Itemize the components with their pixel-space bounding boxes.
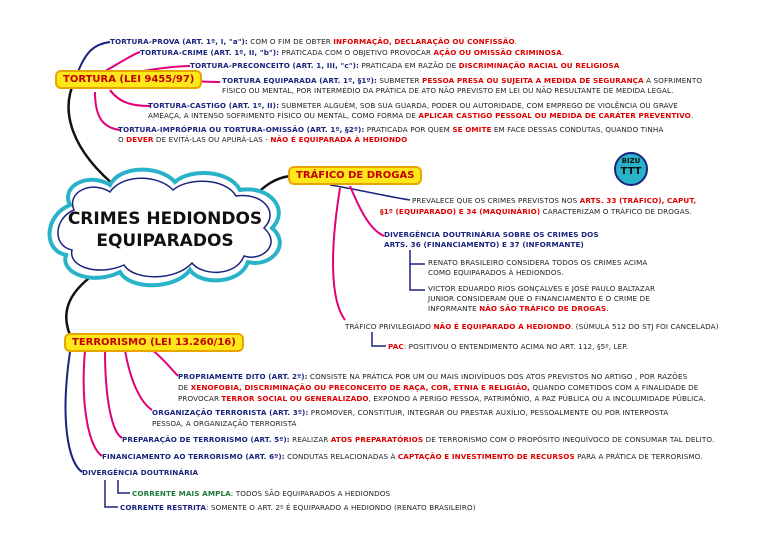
center-title-line1: CRIMES HEDIONDOS (67, 209, 263, 229)
terrorismo-tag: TERRORISMO (LEI 13.260/16) (64, 333, 244, 352)
trafico-victor-line1: VICTOR EDUARDO RIOS GONÇALVES E JOSÉ PAULO BALTAZAR (428, 284, 656, 293)
terrorismo-dito-line2 (178, 383, 698, 393)
terrorismo-dito3c: , EXPONDO A PERIGO PESSOA, PATRIMÔNIO, A PAZ PÚBLICA OU A INCOLUMIDADE PÚBLICA. (368, 394, 706, 403)
tortura-castigo-line2 (148, 111, 693, 121)
trafico-priv-a: TRÁFICO PRIVILEGIADO (345, 322, 434, 331)
tortura-impropria-line2b: DE EVITÁ-LAS OU APURÁ-LAS - (153, 135, 271, 144)
tortura-crime (140, 48, 564, 58)
terrorismo-dito-line3 (178, 394, 706, 404)
tortura-impropria-hl3: NÃO É EQUIPARADA À HEDIONDO (270, 135, 408, 144)
terrorismo-ampla-b: : TODOS SÃO EQUIPARADOS A HEDIONDOS (230, 489, 391, 498)
terrorismo-dito-head: PROPRIAMENTE DITO (ART. 2º): (178, 372, 308, 381)
tortura-preconceito-head: TORTURA-PRECONCEITO (ART. 1, III, "c"): (190, 61, 359, 70)
terrorismo-restrita-b: : SOMENTE O ART. 2º É EQUIPARADO A HEDIONDO (RENATO BRASILEIRO) (206, 503, 476, 512)
trafico-pac (388, 342, 628, 352)
trafico-victor3b: NÃO SÃO TRÁFICO DE DROGAS (479, 304, 607, 313)
terrorismo-dito3b: TERROR SOCIAL OU GENERALIZADO (221, 394, 369, 403)
bizu-bottom: TTT (620, 166, 642, 177)
tortura-crime-text: PRATICADA COM O OBJETIVO PROVOCAR (279, 48, 434, 57)
terrorismo-restrita (120, 503, 476, 513)
terrorismo-org1: PROMOVER, CONSTITUIR, INTEGRAR OU PRESTAR AUXÍLIO, PESSOALMENTE OU POR INTERPOSTA (308, 408, 669, 417)
tortura-impropria-text: PRATICADA POR QUEM (364, 125, 453, 134)
tortura-impropria-hl2: DEVER (126, 135, 154, 144)
trafico-tag: TRÁFICO DE DROGAS (288, 166, 422, 185)
trafico-divergencia-line1: DIVERGÊNCIA DOUTRINÁRIA SOBRE OS CRIMES DOS (384, 230, 599, 239)
terrorismo-divergencia: DIVERGÊNCIA DOUTRINÁRIA (82, 468, 199, 477)
trafico-pac-a: PAC (388, 342, 404, 351)
trafico-victor-line2: JUNIOR CONSIDERAM QUE O FINANCIAMENTO E O CRIME DE (428, 294, 650, 303)
tortura-crime-hl: AÇÃO OU OMISSÃO CRIMINOSA (433, 48, 562, 57)
tortura-crime-tail: . (561, 48, 565, 57)
tortura-equiparada-hl: PESSOA PRESA OU SUJEITA A MEDIDA DE SEGURANÇA (422, 76, 644, 85)
trafico-victor-line3 (428, 304, 609, 314)
tortura-preconceito (190, 61, 619, 71)
trafico-p1d: CARACTERIZAM O TRÁFICO DE DROGAS. (540, 207, 692, 216)
terrorismo-fin-a: CONDUTAS RELACIONADAS À (284, 452, 398, 461)
tortura-impropria-line2 (118, 135, 407, 145)
terrorismo-dito2a: DE (178, 383, 191, 392)
tortura-prova-tail: . (514, 37, 518, 46)
tortura-castigo-head: TORTURA-CASTIGO (ART. 1º, II): (148, 101, 280, 110)
tortura-prova-text: COM O FIM DE OBTER (247, 37, 334, 46)
terrorismo-fin (102, 452, 703, 462)
tortura-castigo (148, 101, 678, 111)
terrorismo-org-line1 (152, 408, 668, 418)
terrorismo-ampla (132, 489, 390, 499)
tortura-equiparada-line2: FÍSICO OU MENTAL, POR INTERMÉDIO DA PRÁTICA DE ATO NÃO PREVISTO EM LEI OU NÃO RESULTANTE DE MEDIDA LEGAL. (222, 86, 674, 95)
trafico-priv-b: NÃO É EQUIPARADO A HEDIONDO (433, 322, 571, 331)
terrorismo-dito3a: PROVOCAR (178, 394, 222, 403)
terrorismo-dito2c: QUANDO COMETIDOS COM A FINALIDADE DE (530, 383, 699, 392)
trafico-victor3a: INFORMANTE (428, 304, 480, 313)
trafico-prevalece-line2 (380, 207, 692, 217)
terrorismo-dito1: CONSISTE NA PRÁTICA POR UM OU MAIS INDIVÍDUOS DOS ATOS PREVISTOS NO ARTIGO , POR RAZÕES (307, 372, 688, 381)
terrorismo-fin-b: CAPTAÇÃO E INVESTIMENTO DE RECURSOS (397, 452, 575, 461)
tortura-castigo-text: SUBMETER ALGUÉM, SOB SUA GUARDA, PODER OU AUTORIDADE, COM EMPREGO DE VIOLÊNCIA OU GRAVE (279, 101, 678, 110)
tortura-prova-head: TORTURA-PROVA (ART. 1º, I, "a"): (110, 37, 248, 46)
terrorismo-dito-line1 (178, 372, 687, 382)
tortura-prova-hl: INFORMAÇÃO, DECLARAÇÃO OU CONFISSÃO (333, 37, 515, 46)
tortura-impropria-line2a: O (118, 135, 127, 144)
terrorismo-ampla-a: CORRENTE MAIS AMPLA (132, 489, 231, 498)
terrorismo-prep-b: ATOS PREPARATÓRIOS (330, 435, 424, 444)
tortura-equiparada-head: TORTURA EQUIPARADA (ART. 1º, §1º): (222, 76, 377, 85)
tortura-crime-head: TORTURA-CRIME (ART. 1º, II, "b"): (140, 48, 280, 57)
bizu-top: BIZU (621, 157, 641, 165)
terrorismo-prep (122, 435, 714, 445)
center-title (58, 208, 272, 252)
tortura-impropria-hl: SE OMITE (452, 125, 492, 134)
bizu-badge (614, 152, 648, 186)
center-title-line2: EQUIPARADOS (96, 231, 234, 251)
terrorismo-prep-head: PREPARAÇÃO DE TERRORISMO (ART. 5º): (122, 435, 290, 444)
trafico-privilegiado (345, 322, 719, 332)
tortura-castigo-hl: APLICAR CASTIGO PESSOAL OU MEDIDA DE CARÁTER PREVENTIVO (418, 111, 691, 120)
tortura-prova (110, 37, 517, 47)
tortura-impropria-tail: EM FACE DESSAS CONDUTAS, QUANDO TINHA (491, 125, 664, 134)
trafico-divergencia-line2: ARTS. 36 (FINANCIAMENTO) E 37 (INFORMANTE) (384, 240, 584, 249)
tortura-tag: TORTURA (LEI 9455/97) (55, 70, 202, 89)
terrorismo-prep-a: REALIZAR (289, 435, 331, 444)
terrorismo-dito2b: XENOFOBIA, DISCRIMINAÇÃO OU PRECONCEITO DE RAÇA, COR, ETNIA E RELIGIÃO, (190, 383, 531, 392)
trafico-p1c: §1º (EQUIPARADO) E 34 (MAQUINÁRIO) (380, 207, 541, 216)
terrorismo-prep-c: DE TERRORISMO COM O PROPÓSITO INEQUÍVOCO DE CONSUMAR TAL DELITO. (423, 435, 715, 444)
tortura-equiparada (222, 76, 702, 86)
trafico-prevalece-line1 (412, 196, 696, 206)
tortura-castigo-tail: . (690, 111, 694, 120)
trafico-pac-b: : POSITIVOU O ENTENDIMENTO ACIMA NO ART. 112, §5º, LEP. (403, 342, 629, 351)
trafico-p1a: PREVALECE QUE OS CRIMES PREVISTOS NOS (412, 196, 580, 205)
trafico-victor3c: . (606, 304, 609, 313)
trafico-renato-line1: RENATO BRASILEIRO CONSIDERA TODOS OS CRIMES ACIMA (428, 258, 648, 267)
terrorismo-fin-c: PARA A PRÁTICA DE TERRORISMO. (574, 452, 703, 461)
tortura-preconceito-hl: DISCRIMINAÇÃO RACIAL OU RELIGIOSA (458, 61, 620, 70)
tortura-impropria (118, 125, 663, 135)
trafico-p1b: ARTS. 33 (TRÁFICO), CAPUT, (579, 196, 697, 205)
trafico-priv-c: . (SÚMULA 512 DO STJ FOI CANCELADA) (570, 322, 719, 331)
terrorismo-org-line2: PESSOA, A ORGANIZAÇÃO TERRORISTA (152, 419, 297, 428)
terrorismo-fin-head: FINANCIAMENTO AO TERRORISMO (ART. 6º): (102, 452, 285, 461)
tortura-equiparada-tail: A SOFRIMENTO (643, 76, 703, 85)
trafico-renato-line2: COMO EQUIPARADOS À HEDIONDOS. (428, 268, 564, 277)
terrorismo-org-head: ORGANIZAÇÃO TERRORISTA (ART. 3º): (152, 408, 309, 417)
tortura-preconceito-text: PRATICADA EM RAZÃO DE (358, 61, 459, 70)
terrorismo-restrita-a: CORRENTE RESTRITA (120, 503, 207, 512)
tortura-castigo-line2a: AMEAÇA, A INTENSO SOFRIMENTO FÍSICO OU MENTAL, COMO FORMA DE (148, 111, 419, 120)
tortura-equiparada-text: SUBMETER (377, 76, 422, 85)
tortura-impropria-head: TORTURA-IMPRÓPRIA OU TORTURA-OMISSÃO (ART. 1º, §2º): (118, 125, 365, 134)
